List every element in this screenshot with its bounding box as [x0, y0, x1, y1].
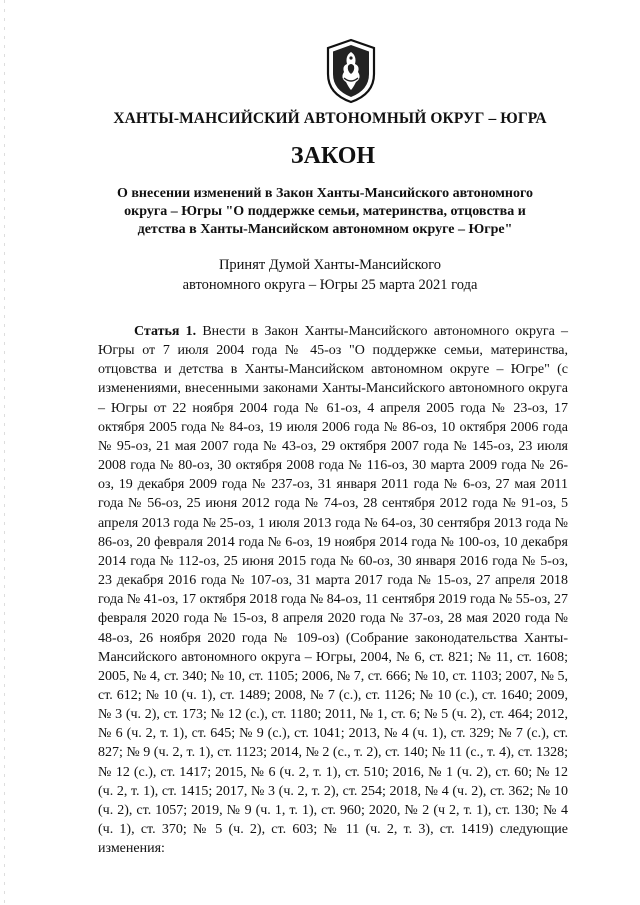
adoption-note [150, 255, 510, 295]
article-1-label: Статья 1. [134, 324, 197, 339]
coat-of-arms-icon [322, 38, 380, 104]
law-subject: О внесении изменений в Закон Ханты-Мансийского автономного округа – Югры "О поддержке семьи, материнства, отцовства и детства в Ханты-Мансийском автономном округе – Югре" [116, 186, 533, 237]
region-name: ХАНТЫ-МАНСИЙСКИЙ АВТОНОМНЫЙ ОКРУГ – ЮГРА [113, 110, 547, 127]
law-title: ЗАКОН [290, 143, 376, 169]
scan-edge-artifact [4, 0, 5, 905]
adoption-note-line2: автономного округа – Югры 25 марта 2021 года [182, 277, 478, 293]
article-1-text: Внести в Закон Ханты-Мансийского автономного округа – Югры от 7 июля 2004 года № 45-оз "О поддержке семьи, материнства, отцовства и детства в Ханты-Мансийском автономном округе – Югре" (с изменениями, внесенными законами Ханты-Мансийского автономного округа – Югры от 22 ноября 2004 года № 61-оз, 4 апреля 2005 года № 23-оз, 17 октября 2005 года № 84-оз, 19 июля 2006 года № 86-оз, 10 октября 2006 года № 95-оз, 21 мая 2007 года № 43-оз, 29 октября 2007 года № 145-оз, 23 июля 2008 года № 80-оз, 30 октября 2008 года № 116-оз, 30 марта 2009 года № 26-оз, 19 декабря 2009 года № 237-оз, 31 января 2011 года № 6-оз, 27 мая 2011 года № 56-оз, 25 июня 2012 года № 74-оз, 28 сентября 2012 года № 91-оз, 5 апреля 2013 года № 25-оз, 1 июля 2013 года № 64-оз, 30 сентября 2013 года № 86-оз, 20 февраля 2014 года № 6-оз, 19 ноября 2014 года № 100-оз, 10 декабря 2014 года № 112-оз, 25 июня 2015 года № 60-оз, 30 января 2016 года № 5-оз, 23 декабря 2016 года № 107-оз, 31 марта 2017 года № 15-оз, 27 апреля 2018 года № 41-оз, 17 октября 2018 года № 84-оз, 11 сентября 2019 года № 55-оз, 27 февраля 2020 года № 15-оз, 8 апреля 2020 года № 37-оз, 28 мая 2020 года № 48-оз, 26 ноября 2020 года № 109-оз) (Собрание законодательства Ханты-Мансийского автономного округа – Югры, 2004, № 6, ст. 821; № 11, ст. 1608; 2005, № 4, ст. 340; № 10, ст. 1105; 2006, № 7, ст. 666; № 10, ст. 1103; 2007, № 5, ст. 612; № 10 (ч. 1), ст. 1489; 2008, № 7 (с.), ст. 1126; № 10 (с.), ст. 1640; 2009, № 3 (ч. 2), ст. 173; № 12 (с.), ст. 1180; 2011, № 1, ст. 6; № 5 (ч. 2), ст. 464; 2012, № 6 (ч. 2, т. 1), ст. 645; № 9 (с.), ст. 1041; 2013, № 4 (ч. 1), ст. 329; № 7 (с.), ст. 827; № 9 (ч. 2, т. 1), ст. 1123; 2014, № 2 (с., т. 2), ст. 140; № 11 (с., т. 4), ст. 1328; № 12 (с.), ст. 1417; 2015, № 6 (ч. 2, т. 1), ст. 510; 2016, № 1 (ч. 2), ст. 60; № 12 (ч. 2, т. 1), ст. 1415; 2017, № 3 (ч. 2, т. 2), ст. 254; 2018, № 4 (ч. 2), ст. 362; № 10 (ч. 2), ст. 1057; 2019, № 9 (ч. 1, т. 1), ст. 960; 2020, № 2 (ч 2, т. 1), ст. 130; № 4 (ч. 1), ст. 370; № 5 (ч. 2), ст. 603; № 11 (ч. 2, т. 3), ст. 1419) следующие изменения: [98, 324, 568, 857]
article-1 [98, 322, 568, 858]
adoption-note-line1: Принят Думой Ханты-Мансийского [218, 257, 442, 273]
